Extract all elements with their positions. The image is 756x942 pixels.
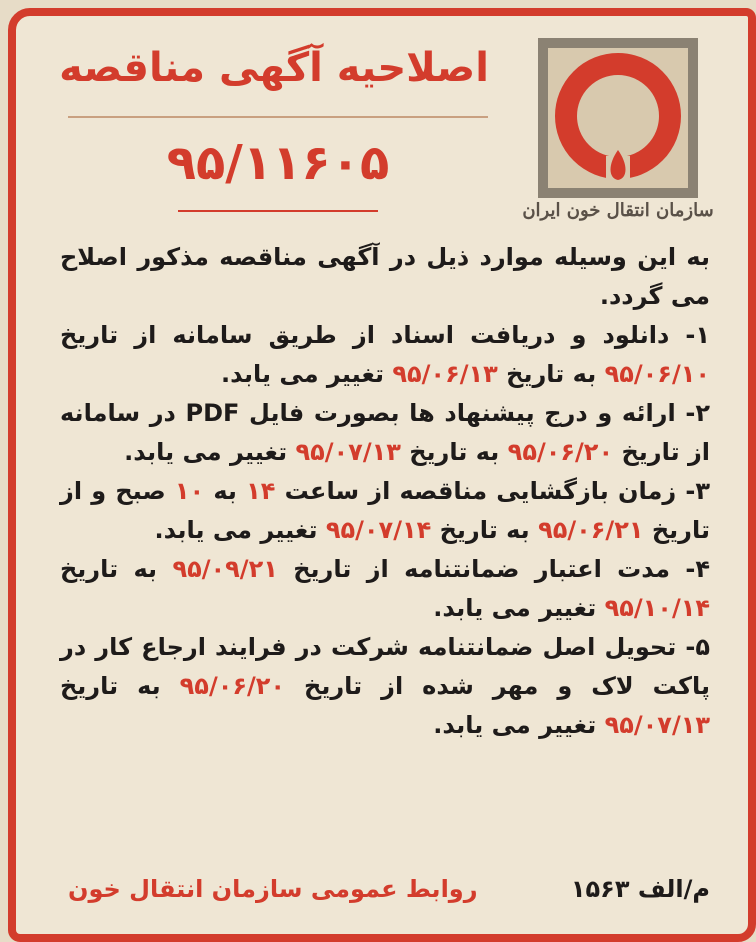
publisher-department: روابط عمومی سازمان انتقال خون xyxy=(68,875,478,903)
blood-transfusion-logo xyxy=(538,38,698,198)
item-text: صبح و از تاریخ xyxy=(60,477,710,544)
number-divider xyxy=(178,210,378,212)
list-item xyxy=(60,472,710,550)
item-text: تغییر می یابد. xyxy=(433,594,597,622)
item-text: مدت اعتبار ضمانتنامه از تاریخ xyxy=(293,555,671,583)
drop-ring-icon xyxy=(538,38,698,198)
date-to: ۹۵/۰۷/۱۴ xyxy=(325,516,432,544)
item-number: ۵- xyxy=(685,633,711,661)
time-to: ۱۰ xyxy=(174,477,205,505)
date-from: ۹۵/۰۶/۱۰ xyxy=(604,360,710,388)
item-number: ۱- xyxy=(685,321,711,349)
item-text: تحویل اصل ضمانتنامه شرکت در فرایند ارجاع کار در پاکت لاک و مهر شده از تاریخ xyxy=(60,633,711,700)
item-number: ۳- xyxy=(685,477,710,505)
item-text: به xyxy=(213,477,237,505)
date-to: ۹۵/۱۰/۱۴ xyxy=(604,594,710,622)
item-text: به تاریخ xyxy=(60,555,158,583)
list-item xyxy=(60,316,710,394)
item-text: تغییر می یابد. xyxy=(124,438,288,466)
item-number: ۴- xyxy=(685,555,711,583)
tender-number: ۹۵/۱۱۶۰۵ xyxy=(166,135,390,191)
notice-body xyxy=(60,238,710,745)
time-from: ۱۴ xyxy=(246,477,276,505)
item-text: به تاریخ xyxy=(409,438,500,466)
item-text: تغییر می یابد. xyxy=(154,516,318,544)
list-item xyxy=(60,550,710,628)
intro-paragraph: به این وسیله موارد ذیل در آگهی مناقصه مذکور اصلاح می گردد. xyxy=(60,243,710,310)
logo-caption: سازمان انتقال خون ایران xyxy=(522,200,714,221)
notice-footer xyxy=(60,875,710,915)
date-from: ۹۵/۰۶/۲۰ xyxy=(179,672,286,700)
reference-code: م/الف ۱۵۶۳ xyxy=(570,875,710,903)
title-divider xyxy=(68,116,488,118)
date-from: ۹۵/۰۶/۲۰ xyxy=(507,438,614,466)
item-text: به تاریخ xyxy=(60,672,161,700)
item-text: به تاریخ xyxy=(506,360,597,388)
page-title: اصلاحیه آگهی مناقصه xyxy=(59,45,489,91)
date-to: ۹۵/۰۶/۱۳ xyxy=(392,360,498,388)
item-text: ارائه و درج پیشنهاد ها بصورت فایل PDF در سامانه از تاریخ xyxy=(60,399,710,466)
item-text: تغییر می یابد. xyxy=(433,711,597,739)
item-number: ۲- xyxy=(685,399,711,427)
date-to: ۹۵/۰۷/۱۳ xyxy=(604,711,710,739)
list-item xyxy=(60,394,710,472)
date-from: ۹۵/۰۶/۲۱ xyxy=(538,516,644,544)
date-from: ۹۵/۰۹/۲۱ xyxy=(172,555,278,583)
item-text: دانلود و دریافت اسناد از طریق سامانه از تاریخ xyxy=(60,321,670,349)
item-text: تغییر می یابد. xyxy=(221,360,384,388)
item-text: زمان بازگشایی مناقصه از ساعت xyxy=(284,477,677,505)
item-text: به تاریخ xyxy=(439,516,530,544)
list-item xyxy=(60,628,710,745)
date-to: ۹۵/۰۷/۱۳ xyxy=(295,438,401,466)
